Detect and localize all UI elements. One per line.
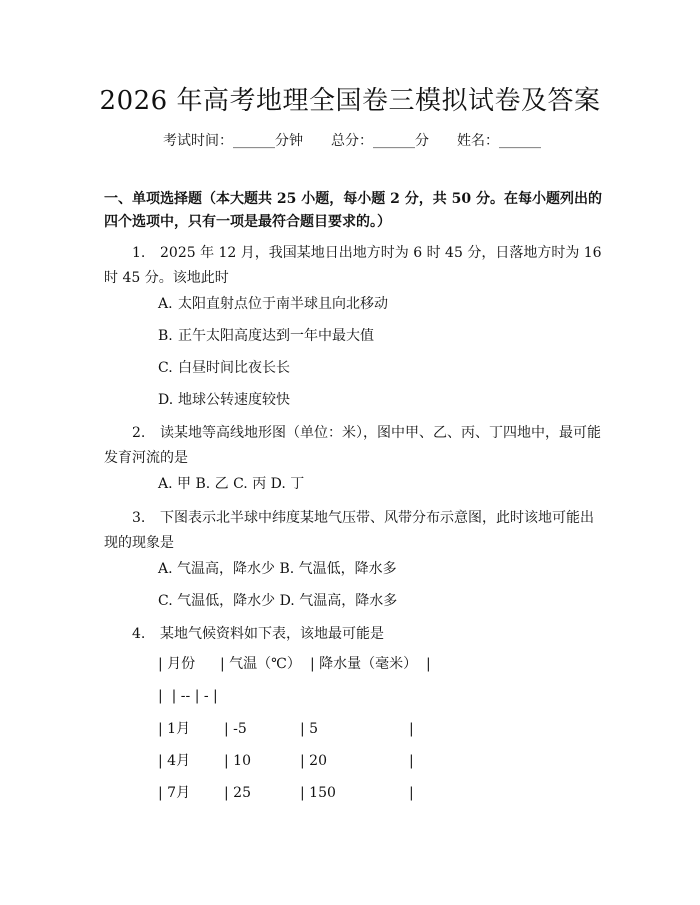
q1-option-b xyxy=(158,326,374,346)
table-cell: | 20 xyxy=(300,753,327,769)
score-label: 总分： xyxy=(331,133,373,149)
table-header-cell: | xyxy=(426,656,431,672)
table-cell: | 10 xyxy=(224,753,251,769)
question-text: 下图表示北半球中纬度某地气压带、风带分布示意图，此时该地可能出现的现象是 xyxy=(104,510,594,551)
time-unit: 分钟 xyxy=(275,133,303,149)
exam-info-row xyxy=(163,131,541,151)
option-letter: A. xyxy=(158,296,173,312)
table-cell: | xyxy=(409,721,414,737)
table-header-cell: | 气温（℃） xyxy=(220,656,301,672)
table-row xyxy=(158,783,414,903)
question-text: 某地气候资料如下表，该地最可能是 xyxy=(160,626,384,642)
name-label: 姓名： xyxy=(457,133,499,149)
q2-options: A. 甲 B. 乙 C. 丙 D. 丁 xyxy=(158,476,305,492)
score-blank: ______ xyxy=(373,133,415,149)
table-cell: | 150 xyxy=(300,785,336,801)
table-cell: | 1月 xyxy=(158,721,191,737)
question-number: 3. xyxy=(132,510,146,526)
question-number: 1. xyxy=(132,245,146,261)
table-cell: | xyxy=(409,753,414,769)
table-cell: | 25 xyxy=(224,785,251,801)
q1-option-a xyxy=(158,294,388,314)
option-letter: C. xyxy=(158,360,173,376)
table-cell: | 5 xyxy=(300,721,319,737)
table-cell: | 4月 xyxy=(158,753,191,769)
name-blank: ______ xyxy=(499,133,541,149)
table-cell: | xyxy=(409,785,414,801)
question-text: 2025 年 12 月，我国某地日出地方时为 6 时 45 分，日落地方时为 16 时 45 分。该地此时 xyxy=(104,245,602,286)
option-text: 地球公转速度较快 xyxy=(178,392,290,408)
option-text: 正午太阳高度达到一年中最大值 xyxy=(178,328,374,344)
table-separator-row: | | -- | - | xyxy=(158,688,218,704)
question-3 xyxy=(104,506,602,556)
option-letter: B. xyxy=(158,328,173,344)
option-letter: D. xyxy=(158,392,174,408)
time-label: 考试时间： xyxy=(163,133,233,149)
option-text: 白昼时间比夜长长 xyxy=(178,360,290,376)
question-2 xyxy=(104,421,602,471)
section-heading: 一、单项选择题（本大题共 25 小题，每小题 2 分，共 50 分。在每小题列出的四个选项中，只有一项是最符合题目要求的。） xyxy=(104,191,602,230)
question-number: 4. xyxy=(132,626,146,642)
table-cell: | 7月 xyxy=(158,785,191,801)
question-number: 2. xyxy=(132,425,146,441)
q1-option-c xyxy=(158,358,290,378)
q3-options-row-2: C. 气温低，降水少 D. 气温高，降水多 xyxy=(158,593,398,609)
question-text: 读某地等高线地形图（单位：米），图中甲、乙、丙、丁四地中，最可能发育河流的是 xyxy=(104,425,601,466)
table-header-cell: | 降水量（毫米） xyxy=(310,656,418,672)
table-cell: | -5 xyxy=(224,721,247,737)
q3-options-row-1: A. 气温高，降水少 B. 气温低，降水多 xyxy=(158,561,397,577)
score-unit: 分 xyxy=(415,133,429,149)
question-4 xyxy=(104,622,602,647)
page-title: 2026 年高考地理全国卷三模拟试卷及答案 xyxy=(99,86,601,116)
option-text: 太阳直射点位于南半球且向北移动 xyxy=(178,296,388,312)
table-header-cell: | 月份 xyxy=(158,656,196,672)
q1-option-d xyxy=(158,390,290,410)
question-1 xyxy=(104,241,602,291)
time-blank: ______ xyxy=(233,133,275,149)
